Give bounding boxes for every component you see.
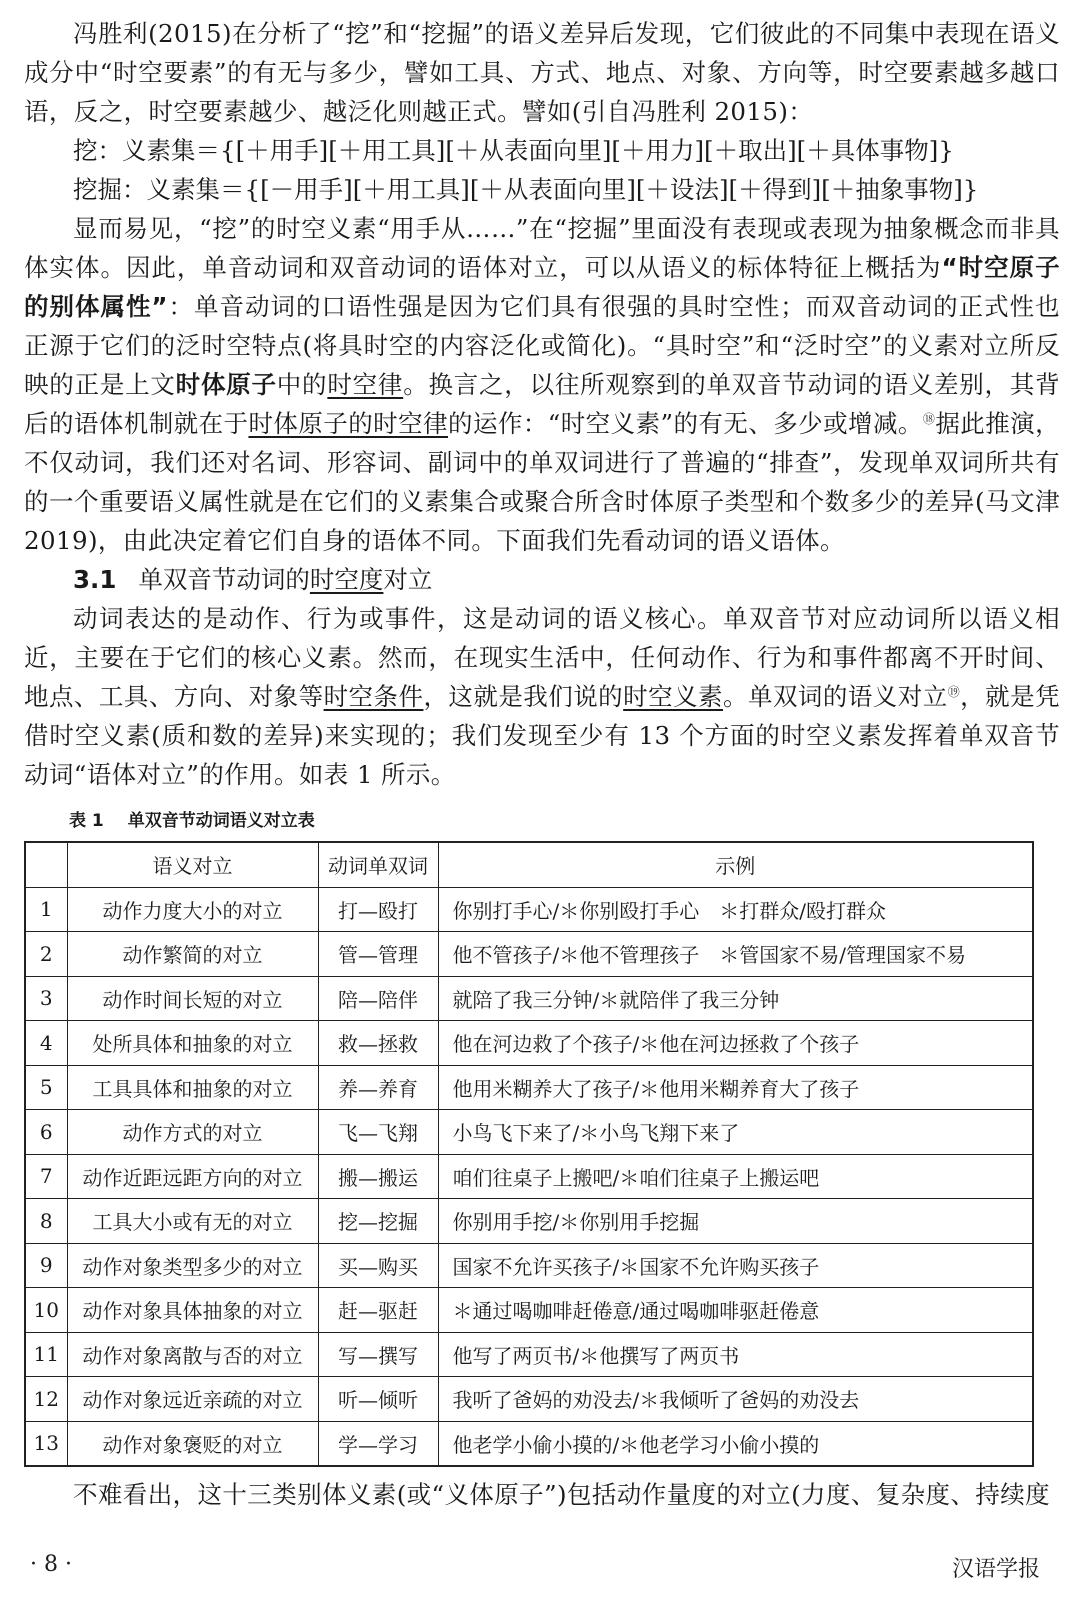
row-verb-pair: 搬—搬运 bbox=[318, 1154, 438, 1199]
text-run: ，就是凭借时空义素(质和数的差异)来实现的；我们发现至少有 13 个方面的时空义素发挥着单双音节动词“语体对立”的作用。如表 1 所示。 bbox=[24, 682, 1060, 789]
row-verb-pair: 飞—飞翔 bbox=[318, 1110, 438, 1155]
table-caption bbox=[69, 806, 1060, 831]
text-run: 对立 bbox=[383, 565, 433, 594]
text-run: ：单音动词的口语性强是因为它们具有很强的具时空性；而双音动词的正式性也正源于它们的泛时空特点(将具时空的内容泛化或简化)。“具时空”和“泛时空”的义素对立所反映的正是上文 bbox=[24, 292, 1060, 399]
row-example: 我听了爸妈的劝没去/＊我倾听了爸妈的劝没去 bbox=[438, 1377, 1033, 1422]
row-index: 12 bbox=[25, 1377, 67, 1422]
header-index bbox=[25, 842, 67, 887]
row-index: 10 bbox=[25, 1288, 67, 1333]
row-verb-pair: 救—拯救 bbox=[318, 1021, 438, 1066]
row-opposition: 动作时间长短的对立 bbox=[67, 976, 318, 1021]
underlined-term: 时体原子的时空律 bbox=[248, 409, 448, 438]
row-example: 他不管孩子/＊他不管理孩子 ＊管国家不易/管理国家不易 bbox=[438, 932, 1033, 977]
row-example: 他用米糊养大了孩子/＊他用米糊养育大了孩子 bbox=[438, 1065, 1033, 1110]
row-example: 他在河边救了个孩子/＊他在河边拯救了个孩子 bbox=[438, 1021, 1033, 1066]
underlined-term: 时空度 bbox=[309, 565, 384, 594]
bold-term: “时空原子的别体属性” bbox=[24, 253, 1060, 321]
paragraph-4: 不难看出，这十三类别体义素(或“义体原子”)包括动作量度的对立(力度、复杂度、持续度 bbox=[73, 1480, 1051, 1509]
journal-name: 汉语学报 bbox=[951, 1557, 1040, 1582]
section-number: 3.1 bbox=[73, 565, 117, 594]
row-example: 你别打手心/＊你别殴打手心 ＊打群众/殴打群众 bbox=[438, 887, 1033, 932]
text-run: 动词表达的是动作、行为或事件，这是动词的语义核心。单双音节对应动词所以语义相近，主要在于它们的核心义素。然而，在现实生活中，任何动作、行为和事件都离不开时间、地点、工具、方向、对象等 bbox=[24, 604, 1060, 711]
row-verb-pair: 买—购买 bbox=[318, 1243, 438, 1288]
row-opposition: 动作对象具体抽象的对立 bbox=[67, 1288, 318, 1333]
row-verb-pair: 挖—挖掘 bbox=[318, 1199, 438, 1244]
row-example: 你别用手挖/＊你别用手挖掘 bbox=[438, 1199, 1033, 1244]
row-opposition: 处所具体和抽象的对立 bbox=[67, 1021, 318, 1066]
row-index: 11 bbox=[25, 1332, 67, 1377]
row-index: 9 bbox=[25, 1243, 67, 1288]
footnote-marker: ⑲ bbox=[947, 684, 961, 699]
row-example: 他老学小偷小摸的/＊他老学习小偷小摸的 bbox=[438, 1421, 1033, 1466]
section-heading bbox=[24, 560, 1060, 599]
row-verb-pair: 赶—驱赶 bbox=[318, 1288, 438, 1333]
opposition-table bbox=[24, 841, 1034, 1467]
text-run: 据此推演，不仅动词，我们还对名词、形容词、副词中的单双词进行了普遍的“排查”，发现单双词所共有的一个重要语义属性就是在它们的义素集合或聚合所含时体原子类型和个数多少的差异(马文津 2019)，由此决定着它们自身的语体不同。下面我们先看动词的语义语体。 bbox=[24, 409, 1060, 555]
row-index: 8 bbox=[25, 1199, 67, 1244]
table-row bbox=[25, 1421, 1033, 1466]
row-example: 咱们往桌子上搬吧/＊咱们往桌子上搬运吧 bbox=[438, 1154, 1033, 1199]
row-verb-pair: 陪—陪伴 bbox=[318, 976, 438, 1021]
row-index: 6 bbox=[25, 1110, 67, 1155]
text-run: 。单双词的语义对立 bbox=[723, 682, 948, 711]
page-body bbox=[24, 14, 1060, 1514]
row-index: 7 bbox=[25, 1154, 67, 1199]
table-row bbox=[25, 976, 1033, 1021]
row-opposition: 动作方式的对立 bbox=[67, 1110, 318, 1155]
row-example: 国家不允许买孩子/＊国家不允许购买孩子 bbox=[438, 1243, 1033, 1288]
row-example: 他写了两页书/＊他撰写了两页书 bbox=[438, 1332, 1033, 1377]
caption-title: 单双音节动词语义对立表 bbox=[127, 811, 315, 831]
footnote-marker: ⑱ bbox=[922, 411, 936, 426]
row-index: 13 bbox=[25, 1421, 67, 1466]
row-opposition: 工具大小或有无的对立 bbox=[67, 1199, 318, 1244]
text-run: 单双音节动词的 bbox=[138, 565, 310, 594]
table-row bbox=[25, 887, 1033, 932]
paragraph-2 bbox=[24, 209, 1060, 560]
row-verb-pair: 写—撰写 bbox=[318, 1332, 438, 1377]
paragraph-3 bbox=[24, 599, 1060, 794]
row-example: 小鸟飞下来了/＊小鸟飞翔下来了 bbox=[438, 1110, 1033, 1155]
text-run: ，这就是我们说的 bbox=[423, 682, 624, 711]
row-index: 4 bbox=[25, 1021, 67, 1066]
row-verb-pair: 学—学习 bbox=[318, 1421, 438, 1466]
caption-label: 表 1 bbox=[69, 811, 104, 831]
text-run: 显而易见，“挖”的时空义素“用手从……”在“挖掘”里面没有表现或表现为抽象概念而非具体实体。因此，单音动词和双音动词的语体对立，可以从语义的标体特征上概括为 bbox=[24, 214, 1060, 282]
underlined-term: 时空律 bbox=[327, 370, 404, 399]
header-opposition: 语义对立 bbox=[67, 842, 318, 887]
header-verb-pair: 动词单双词 bbox=[318, 842, 438, 887]
page-number: · 8 · bbox=[30, 1552, 72, 1577]
semantic-set-wa: 挖：义素集＝{[＋用手][＋用工具][＋从表面向里][＋用力][＋取出][＋具体事物]} bbox=[73, 136, 954, 165]
header-example: 示例 bbox=[438, 842, 1033, 887]
semantic-set-wajue: 挖掘：义素集＝{[－用手][＋用工具][＋从表面向里][＋设法][＋得到][＋抽象事物]} bbox=[73, 175, 979, 204]
bold-term: 时体原子 bbox=[175, 370, 277, 399]
table-row bbox=[25, 1377, 1033, 1422]
underlined-term: 时空义素 bbox=[623, 682, 724, 711]
row-opposition: 动作对象类型多少的对立 bbox=[67, 1243, 318, 1288]
text-run: 的运作：“时空义素”的有无、多少或增减。 bbox=[448, 409, 923, 438]
table-header-row bbox=[25, 842, 1033, 887]
table-row bbox=[25, 1110, 1033, 1155]
text-run: 。换言之，以往所观察到的单双音节动词的语义差别，其背后的语体机制就在于 bbox=[24, 370, 1060, 438]
row-opposition: 动作近距远距方向的对立 bbox=[67, 1154, 318, 1199]
table-row bbox=[25, 1332, 1033, 1377]
row-example: 就陪了我三分钟/＊就陪伴了我三分钟 bbox=[438, 976, 1033, 1021]
row-opposition: 动作繁简的对立 bbox=[67, 932, 318, 977]
row-index: 5 bbox=[25, 1065, 67, 1110]
table-row bbox=[25, 1154, 1033, 1199]
table-row bbox=[25, 1021, 1033, 1066]
row-opposition: 动作对象离散与否的对立 bbox=[67, 1332, 318, 1377]
paragraph-1: 冯胜利(2015)在分析了“挖”和“挖掘”的语义差异后发现，它们彼此的不同集中表现在语义成分中“时空要素”的有无与多少，譬如工具、方式、地点、对象、方向等，时空要素越多越口语，反之，时空要素越少、越泛化则越正式。譬如(引自冯胜利 2015)： bbox=[24, 19, 1060, 126]
row-index: 2 bbox=[25, 932, 67, 977]
row-verb-pair: 养—养育 bbox=[318, 1065, 438, 1110]
row-opposition: 动作对象褒贬的对立 bbox=[67, 1421, 318, 1466]
row-verb-pair: 管—管理 bbox=[318, 932, 438, 977]
table-row bbox=[25, 1065, 1033, 1110]
row-opposition: 工具具体和抽象的对立 bbox=[67, 1065, 318, 1110]
row-index: 3 bbox=[25, 976, 67, 1021]
table-row bbox=[25, 1243, 1033, 1288]
row-verb-pair: 打—殴打 bbox=[318, 887, 438, 932]
text-run: 中的 bbox=[276, 370, 328, 399]
table-row bbox=[25, 1288, 1033, 1333]
table-row bbox=[25, 932, 1033, 977]
row-example: ＊通过喝咖啡赶倦意/通过喝咖啡驱赶倦意 bbox=[438, 1288, 1033, 1333]
row-opposition: 动作力度大小的对立 bbox=[67, 887, 318, 932]
row-index: 1 bbox=[25, 887, 67, 932]
underlined-term: 时空条件 bbox=[323, 682, 424, 711]
table-row bbox=[25, 1199, 1033, 1244]
row-verb-pair: 听—倾听 bbox=[318, 1377, 438, 1422]
row-opposition: 动作对象远近亲疏的对立 bbox=[67, 1377, 318, 1422]
